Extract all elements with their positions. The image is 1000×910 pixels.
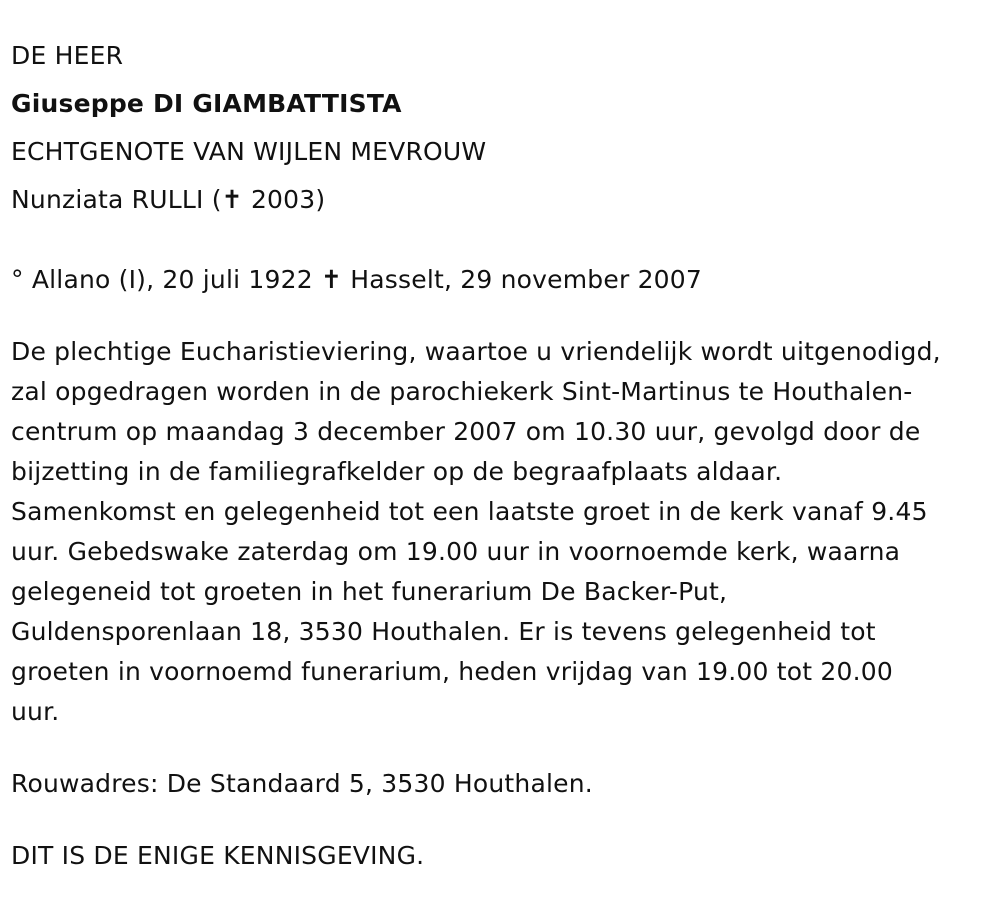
spacer	[11, 732, 996, 764]
paragraph-line: centrum op maandag 3 december 2007 om 10.30 uur, gevolgd door de	[11, 417, 921, 446]
paragraph-line: Guldensporenlaan 18, 3530 Houthalen. Er is tevens gelegenheid tot	[11, 617, 876, 646]
paragraph-line: groeten in voornoemd funerarium, heden vrijdag van 19.00 tot 20.00	[11, 657, 893, 686]
death-notice	[11, 36, 996, 876]
spacer	[11, 804, 996, 836]
spacer	[11, 300, 996, 332]
paragraph-line: gelegeneid tot groeten in het funerarium De Backer-Put,	[11, 577, 728, 606]
ceremony-paragraph	[11, 332, 996, 732]
paragraph-line: bijzetting in de familiegrafkelder op de begraafplaats aldaar.	[11, 457, 783, 486]
paragraph-line: De plechtige Eucharistieviering, waartoe u vriendelijk wordt uitgenodigd,	[11, 337, 941, 366]
spouse-line: Nunziata RULLI (✝ 2003)	[11, 185, 326, 214]
title-line: DE HEER	[11, 41, 124, 70]
deceased-name: Giuseppe DI GIAMBATTISTA	[11, 89, 402, 118]
paragraph-line: Samenkomst en gelegenheid tot een laatste groet in de kerk vanaf 9.45	[11, 497, 928, 526]
paragraph-line: uur. Gebedswake zaterdag om 19.00 uur in voornoemde kerk, waarna	[11, 537, 901, 566]
paragraph-line: uur.	[11, 697, 60, 726]
spacer	[11, 228, 996, 260]
paragraph-line: zal opgedragen worden in de parochiekerk Sint-Martinus te Houthalen-	[11, 377, 913, 406]
only-notice-line: DIT IS DE ENIGE KENNISGEVING.	[11, 841, 425, 870]
mourning-address: Rouwadres: De Standaard 5, 3530 Houthalen.	[11, 769, 593, 798]
birth-death-dates: ° Allano (I), 20 juli 1922 ✝ Hasselt, 29 november 2007	[11, 265, 702, 294]
relation-line: ECHTGENOTE VAN WIJLEN MEVROUW	[11, 137, 487, 166]
